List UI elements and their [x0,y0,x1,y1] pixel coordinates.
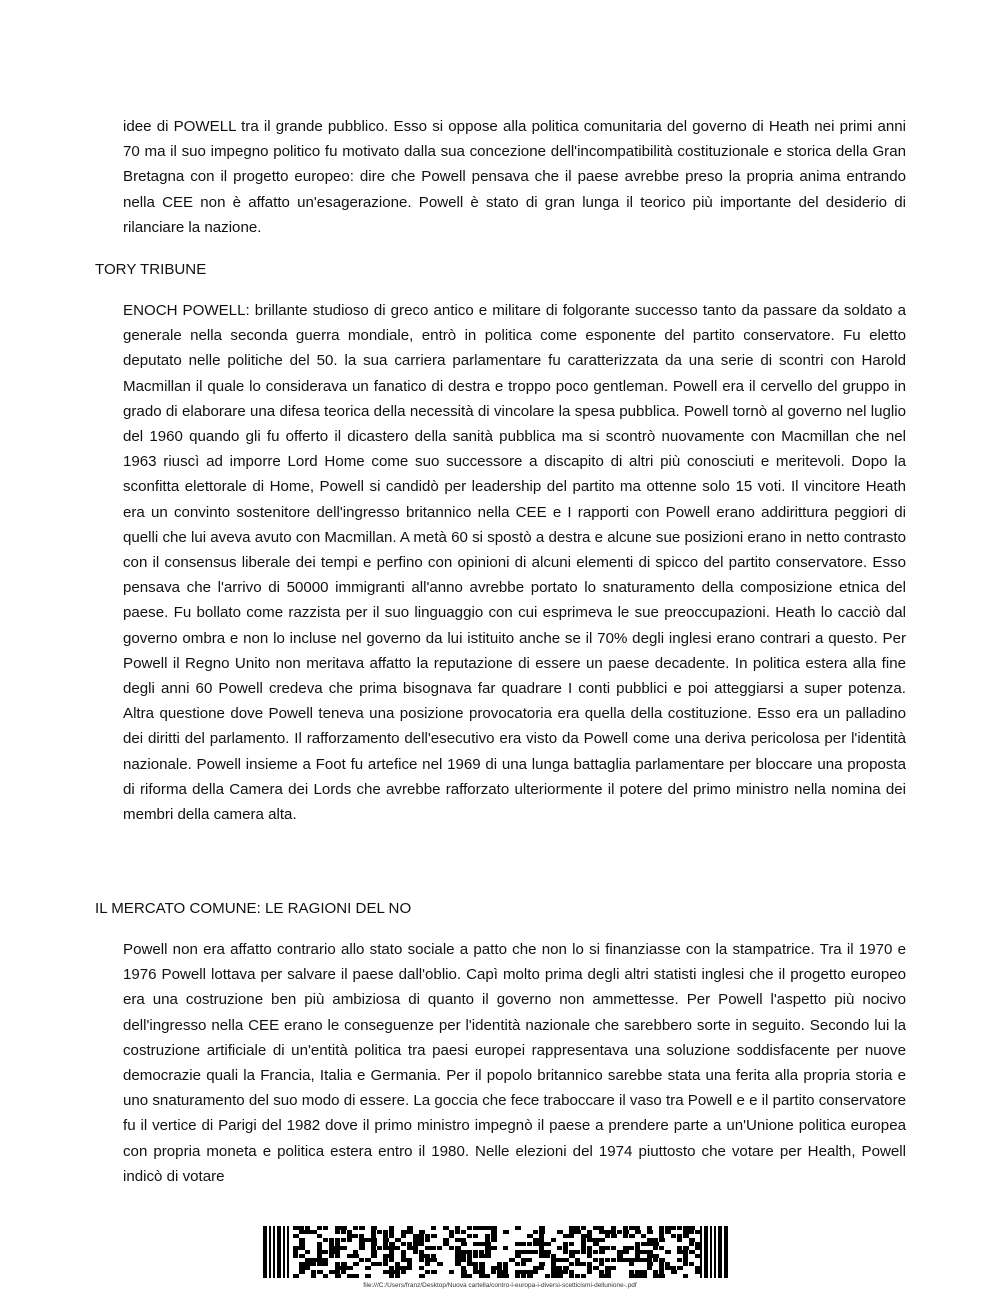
file-path-footer: file:///C:/Users/franz/Desktop/Nuova cartella/contro-l-europa-i-diversi-scetticismi-dellunione-.pdf [363,1282,637,1289]
body-paragraph-mercato-comune: Powell non era affatto contrario allo stato sociale a patto che non lo si finanziasse con la stampatrice. Tra il 1970 e 1976 Powell lottava per salvare il paese dall'oblio. Capì molto prima degli altri statisti inglesi che il progetto europeo era una costruzione ben più ambiziosa di quanto il governo non ammettesse. Per Powell l'aspetto più nocivo dell'ingresso nella CEE erano le conseguenze per l'identità nazionale che sarebbero sorte in seguito. Secondo lui la costruzione artificiale di un'entità politica tra paesi europei rappresentava una soluzione soddisfacente per nuove democrazie quali la Francia, Italia e Germania. Per il popolo britannico sarebbe stata una ferita alla propria storia e uno snaturamento del suo modo di essere. La goccia che fece traboccare il vaso tra Powell e e il partito conservatore fu il vertice di Parigi del 1982 dove il primo ministro impegnò il paese a prendere parte a un'Unione politica europea con propria moneta e politica estera entro il 1980. Nelle elezioni del 1974 piuttosto che votare per Health, Powell indicò di votare [123,941,906,1185]
section-heading-mercato-comune: IL MERCATO COMUNE: LE RAGIONI DEL NO [95,900,412,917]
barcode-icon [263,1226,728,1278]
section-heading-tory-tribune: TORY TRIBUNE [95,261,207,278]
body-paragraph-enoch-powell: ENOCH POWELL: brillante studioso di greco antico e militare di folgorante successo tanto da passare da soldato a generale nella seconda guerra mondiale, entrò in politica come esponente del partito conservatore. Fu eletto deputato nelle politiche del 50. la sua carriera parlamentare fu caratterizzata da una serie di scontri con Harold Macmillan il quale lo considerava un fanatico di destra e troppo poco gentleman. Powell era il cervello del gruppo in grado di elaborare una difesa teorica della necessità di vincolare la spesa pubblica. Powell tornò al governo nel luglio del 1960 quando gli fu offerto il dicastero della sanità pubblica ma si scontrò nuovamente con Macmillan che nel 1963 riuscì ad imporre Lord Home come suo successore a discapito di altri più conosciuti e meritevoli. Dopo la sconfitta elettorale di Home, Powell si candidò per leadership del partito ma ottenne solo 15 voti. Il vincitore Heath era un convinto sostenitore dell'ingresso britannico nella CEE e I rapporti con Powell erano addirittura peggiori di quelli che lui aveva avuto con Macmillan. A metà 60 si spostò a destra e alcune sue posizioni erano in netto contrasto con il consensus liberale dei tempi e perfino con opinioni di alcuni elementi di spicco del partito conservatore. Esso pensava che l'arrivo di 50000 immigranti all'anno avrebbe portato lo snaturamento della composizione etnica del paese. Fu bollato come razzista per il suo linguaggio con cui esprimeva le sue preoccupazioni. Heath lo cacciò dal governo ombra e non lo incluse nel governo da lui istituito anche se il 70% degli inglesi erano contrari a questo. Per Powell il Regno Unito non meritava affatto la reputazione di essere un paese decadente. In politica estera alla fine degli anni 60 Powell credeva che prima bisognava far quadrare I conti pubblici e poi atteggiarsi a super potenza. Altra questione dove Powell teneva una posizione provocatoria era quella della costituzione. Esso era un palladino dei diritti del parlamento. Il rafforzamento dell'esecutivo era visto da Powell come una deriva pericolosa per l'identità nazionale. Powell insieme a Foot fu artefice nel 1969 di una lunga battaglia parlamentare per bloccare una proposta di riforma della Camera dei Lords che avrebbe rafforzato ulteriormente il potere del primo ministro nella nomina dei membri della camera alta. [123,302,906,824]
body-paragraph-intro: idee di POWELL tra il grande pubblico. Esso si oppose alla politica comunitaria del governo di Heath nei primi anni 70 ma il suo impegno politico fu motivato dalla sua concezione dell'incompatibilità costituzionale e storica della Gran Bretagna con il progetto europeo: dire che Powell pensava che il paese avrebbe preso la propria anima entrando nella CEE non è affatto un'esagerazione. Powell è stato di gran lunga il teorico più importante del desiderio di rilanciare la nazione. [123,118,906,236]
